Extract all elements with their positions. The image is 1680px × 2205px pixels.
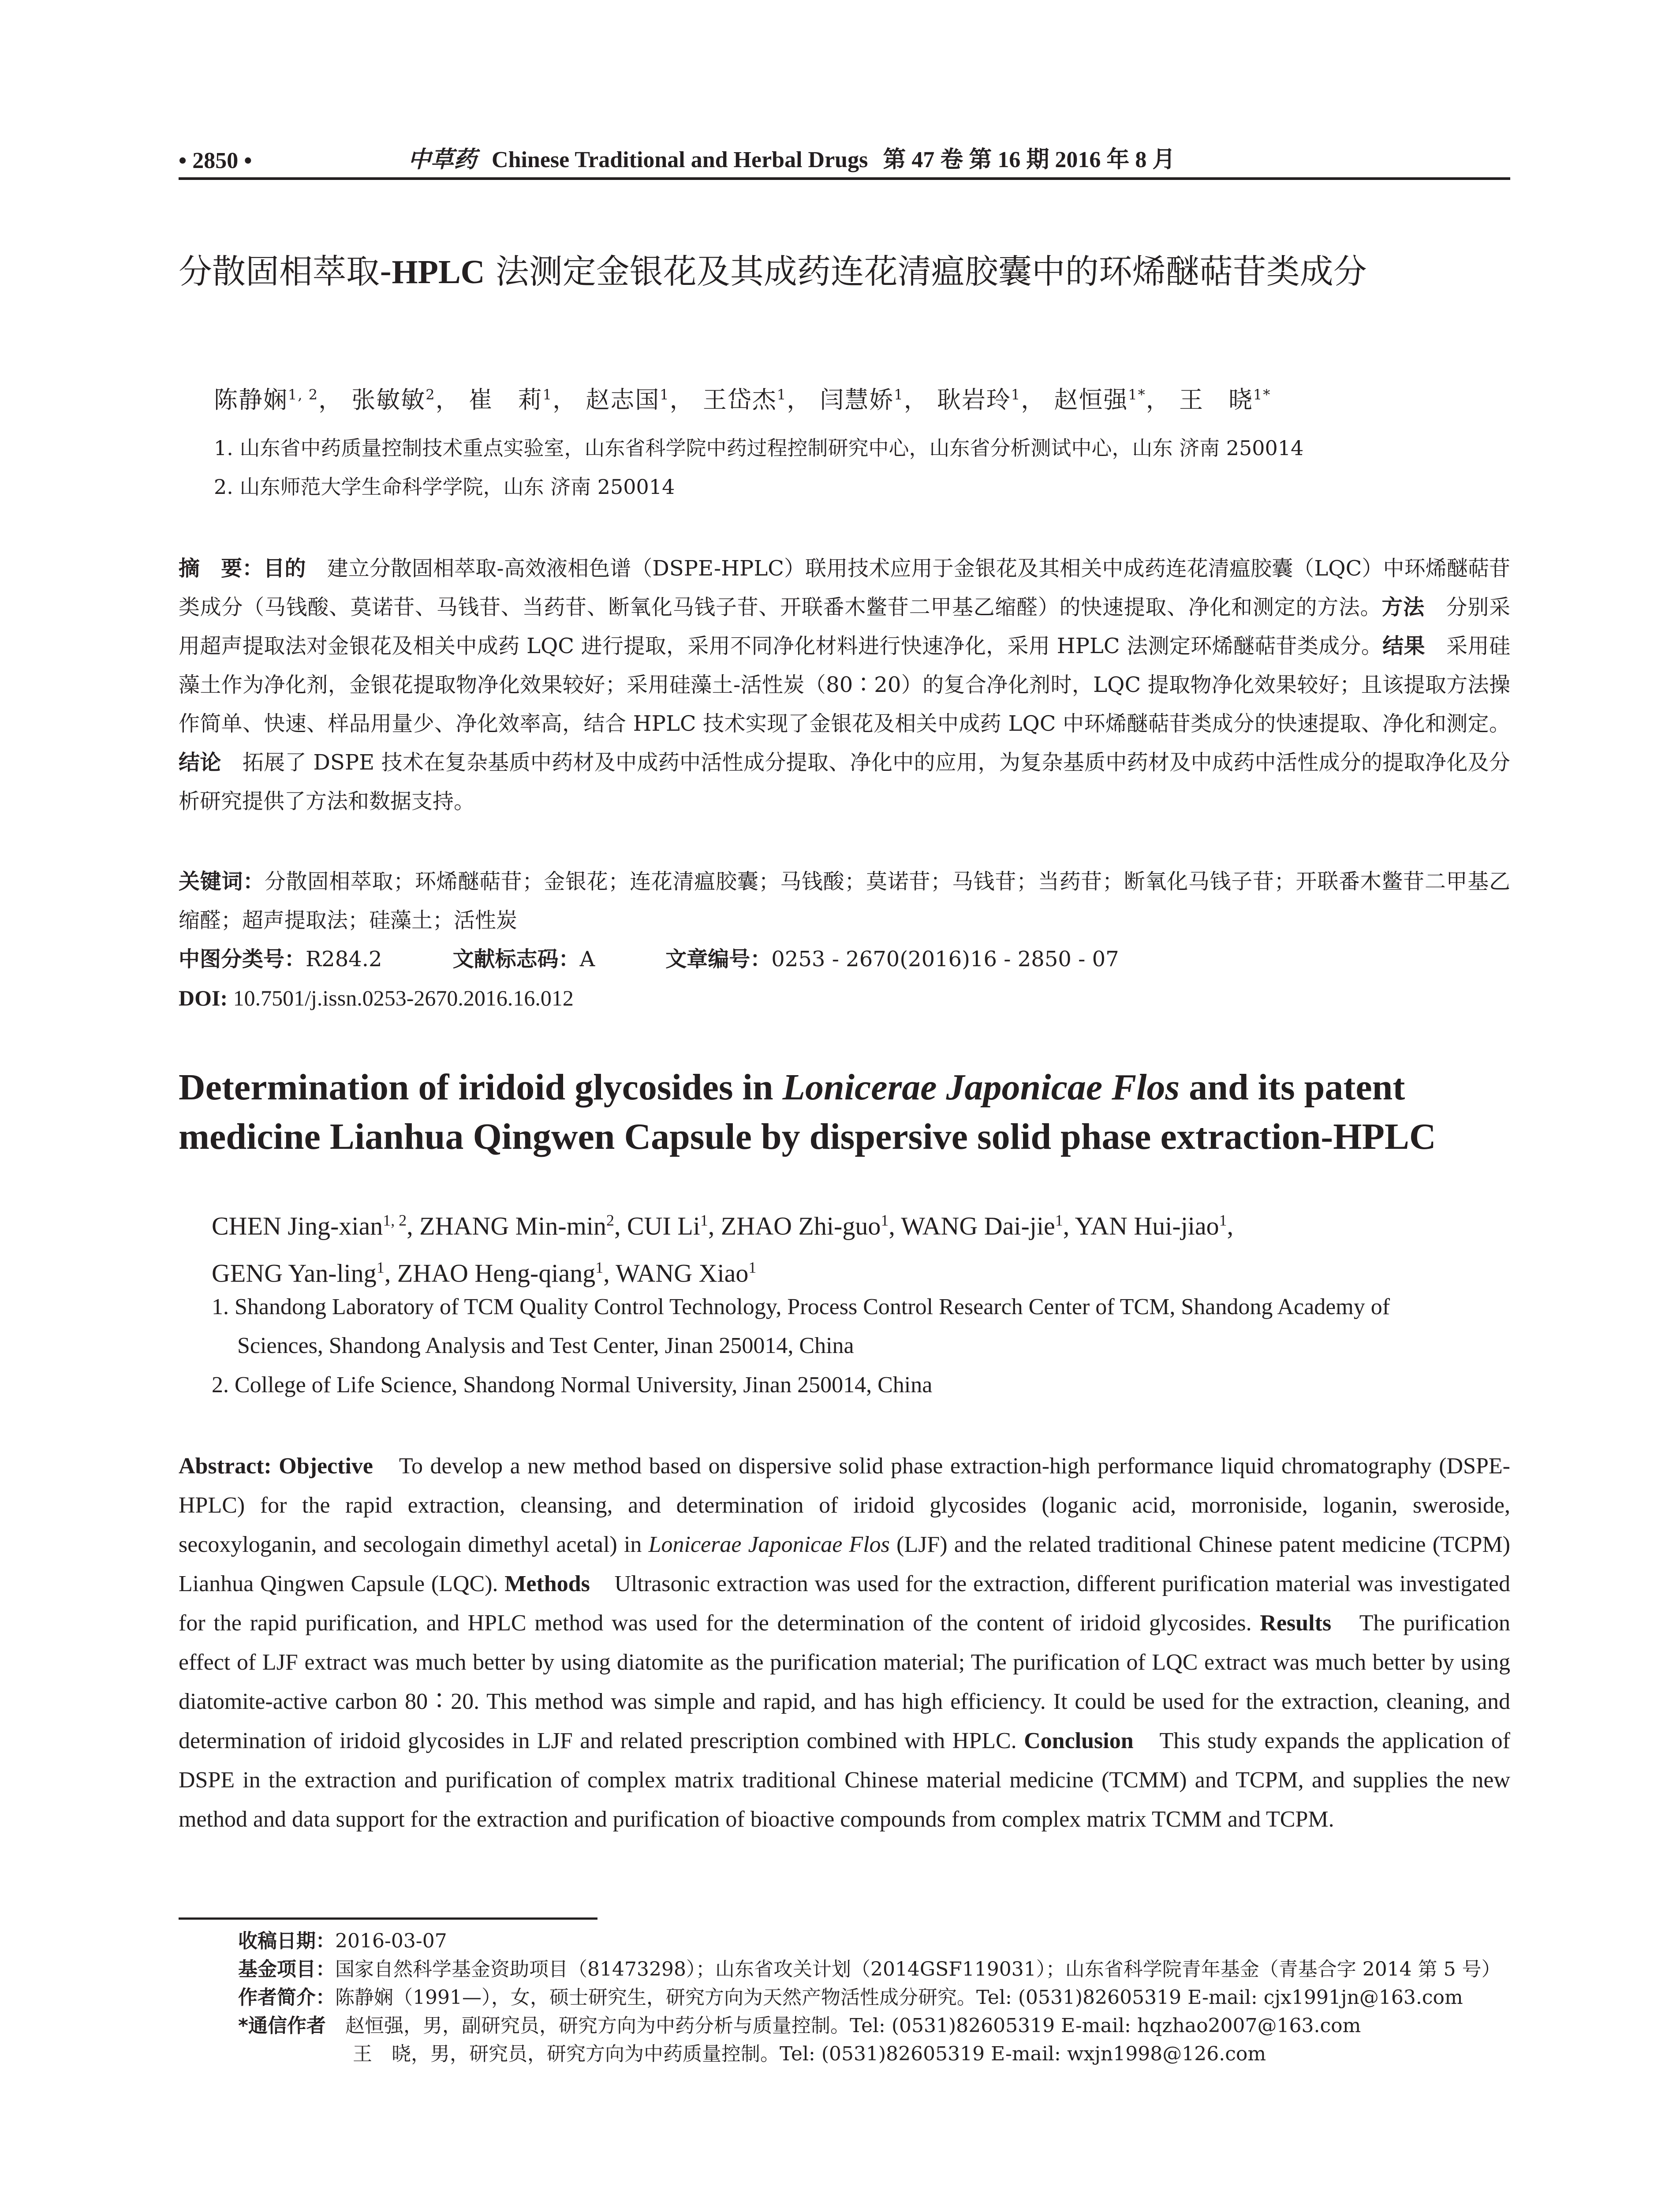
running-header bbox=[179, 140, 1510, 180]
title-cn: 分散固相萃取-HPLC 法测定金银花及其成药连花清瘟胶囊中的环烯醚萜苷类成分 bbox=[179, 252, 1367, 291]
doi: DOI: 10.7501/j.issn.0253-2670.2016.16.012 bbox=[179, 986, 574, 1010]
document-code: 文献标志码：A bbox=[452, 947, 595, 972]
author-bio: 作者简介：陈静娴（1991—），女，硕士研究生，研究方向为天然产物活性成分研究。Tel: (0531)82605319 E-mail: cjx1991jn@163.com bbox=[238, 1986, 1463, 2009]
received-date: 收稿日期：2016-03-07 bbox=[238, 1930, 447, 1952]
journal-info bbox=[408, 141, 1175, 174]
affiliation-en-2: 2. College of Life Science, Shandong Normal University, Jinan 250014, China bbox=[212, 1372, 933, 1398]
affiliation-cn-2: 2. 山东师范大学生命科学学院，山东 济南 250014 bbox=[214, 475, 675, 499]
authors-cn: 陈静娴$^{1, 2}$， 张敏敏$^2$， 崔 莉$^1$， 赵志国$^1$， 王岱杰$^1$， 闫慧娇$^1$， 耿岩玲$^1$， 赵恒强$^{1*}$， 王 晓$^{1*}$ bbox=[214, 386, 1271, 414]
abstract-en: Abstract: Objective To develop a new method based on dispersive solid phase extraction-high performance liquid chromatography (DSPE-HPLC) for the rapid extraction, cleansing, and determination of iridoid glycosides (loganic acid, morroniside, loganin, sweroside, secoxyloganin, and secologain dimethyl acetal) in Lonicerae Japonicae Flos (LJF) and the related traditional Chinese patent medicine (TCPM) Lianhua Qingwen Capsule (LQC). Methods Ultrasonic extraction was used for the extraction, different purification material was investigated for the rapid purification, and HPLC method was used for the determination of the content of iridoid glycosides. Results The purification effect of LJF extract was much better by using diatomite as the purification material; The purification of LQC extract was much better by using diatomite-active carbon 80∶20. This method was simple and rapid, and has high efficiency. It could be used for the extraction, cleaning, and determination of iridoid glycosides in LJF and related prescription combined with HPLC. Conclusion This study expands the application of DSPE in the extraction and purification of complex matrix traditional Chinese material medicine (TCMM) and TCPM, and supplies the new method and data support for the extraction and purification of bioactive compounds from complex matrix TCMM and TCPM. bbox=[179, 1454, 1510, 1832]
article-id: 文章编号：0253 - 2670(2016)16 - 2850 - 07 bbox=[665, 947, 1119, 972]
title-en: Determination of iridoid glycosides in Lonicerae Japonicae Flos and its patent medicine Lianhua Qingwen Capsule by dispersive solid phase extraction-HPLC bbox=[179, 1067, 1436, 1157]
journal-issue: 第 47 卷 第 16 期 2016 年 8 月 bbox=[883, 147, 1176, 172]
footnote-divider bbox=[179, 1917, 597, 1920]
affiliation-cn-1: 1. 山东省中药质量控制技术重点实验室，山东省科学院中药过程控制研究中心，山东省分析测试中心，山东 济南 250014 bbox=[214, 436, 1304, 460]
clc-number: 中图分类号：R284.2 bbox=[179, 947, 382, 972]
affiliation-en-1: 1. Shandong Laboratory of TCM Quality Control Technology, Process Control Research Center of TCM, Shandong Academy of Sciences, Shandong Analysis and Test Center, Jinan 250014, China bbox=[212, 1294, 1390, 1358]
authors-en: CHEN Jing-xian$^{1, 2}$, ZHANG Min-$\min^2$, CUI Li$^1$, ZHAO Zhi-guo$^1$, WANG Dai-jie$^1$, YAN Hui-jiao$^1$, GENG Yan-ling$^1$, ZHAO Heng-qiang$^1$, WANG Xiao$^1$ bbox=[212, 1211, 1234, 1288]
journal-name-cn: 中草药 bbox=[408, 146, 477, 173]
corresponding-author-2: 王 晓，男，研究员，研究方向为中药质量控制。Tel: (0531)82605319 E-mail: wxjn1998@126.com bbox=[353, 2043, 1266, 2065]
footnotes bbox=[238, 1927, 1517, 2068]
classification-row bbox=[179, 944, 1510, 975]
keywords-cn: 关键词：分散固相萃取；环烯醚萜苷；金银花；连花清瘟胶囊；马钱酸；莫诺苷；马钱苷；当药苷；断氧化马钱子苷；开联番木鳖苷二甲基乙缩醛；超声提取法；硅藻土；活性炭 bbox=[179, 869, 1510, 933]
fund-info: 基金项目：国家自然科学基金资助项目（81473298）；山东省攻关计划（2014GSF119031）；山东省科学院青年基金（青基合字 2014 第 5 号） bbox=[238, 1958, 1501, 1981]
corresponding-author: *通信作者 赵恒强，男，副研究员，研究方向为中药分析与质量控制。Tel: (0531)82605319 E-mail: hqzhao2007@163.com bbox=[238, 2014, 1361, 2037]
abstract-cn: 摘 要：目的 建立分散固相萃取-高效液相色谱（DSPE-HPLC）联用技术应用于金银花及其相关中成药连花清瘟胶囊（LQC）中环烯醚萜苷类成分（马钱酸、莫诺苷、马钱苷、当药苷、断氧化马钱子苷、开联番木鳖苷二甲基乙缩醛）的快速提取、净化和测定的方法。方法 分别采用超声提取法对金银花及相关中成药 LQC 进行提取，采用不同净化材料进行快速净化，采用 HPLC 法测定环烯醚萜苷类成分。结果 采用硅藻土作为净化剂，金银花提取物净化效果较好；采用硅藻土-活性炭（80∶20）的复合净化剂时，LQC 提取物净化效果较好；且该提取方法操作简单、快速、样品用量少、净化效率高，结合 HPLC 技术实现了金银花及相关中成药 LQC 中环烯醚萜苷类成分的快速提取、净化和测定。结论 拓展了 DSPE 技术在复杂基质中药材及中成药中活性成分提取、净化中的应用，为复杂基质中药材及中成药中活性成分的提取净化及分析研究提供了方法和数据支持。 bbox=[179, 556, 1510, 814]
journal-name-en: Chinese Traditional and Herbal Drugs bbox=[492, 147, 868, 172]
page-number: • 2850 • bbox=[179, 148, 252, 173]
